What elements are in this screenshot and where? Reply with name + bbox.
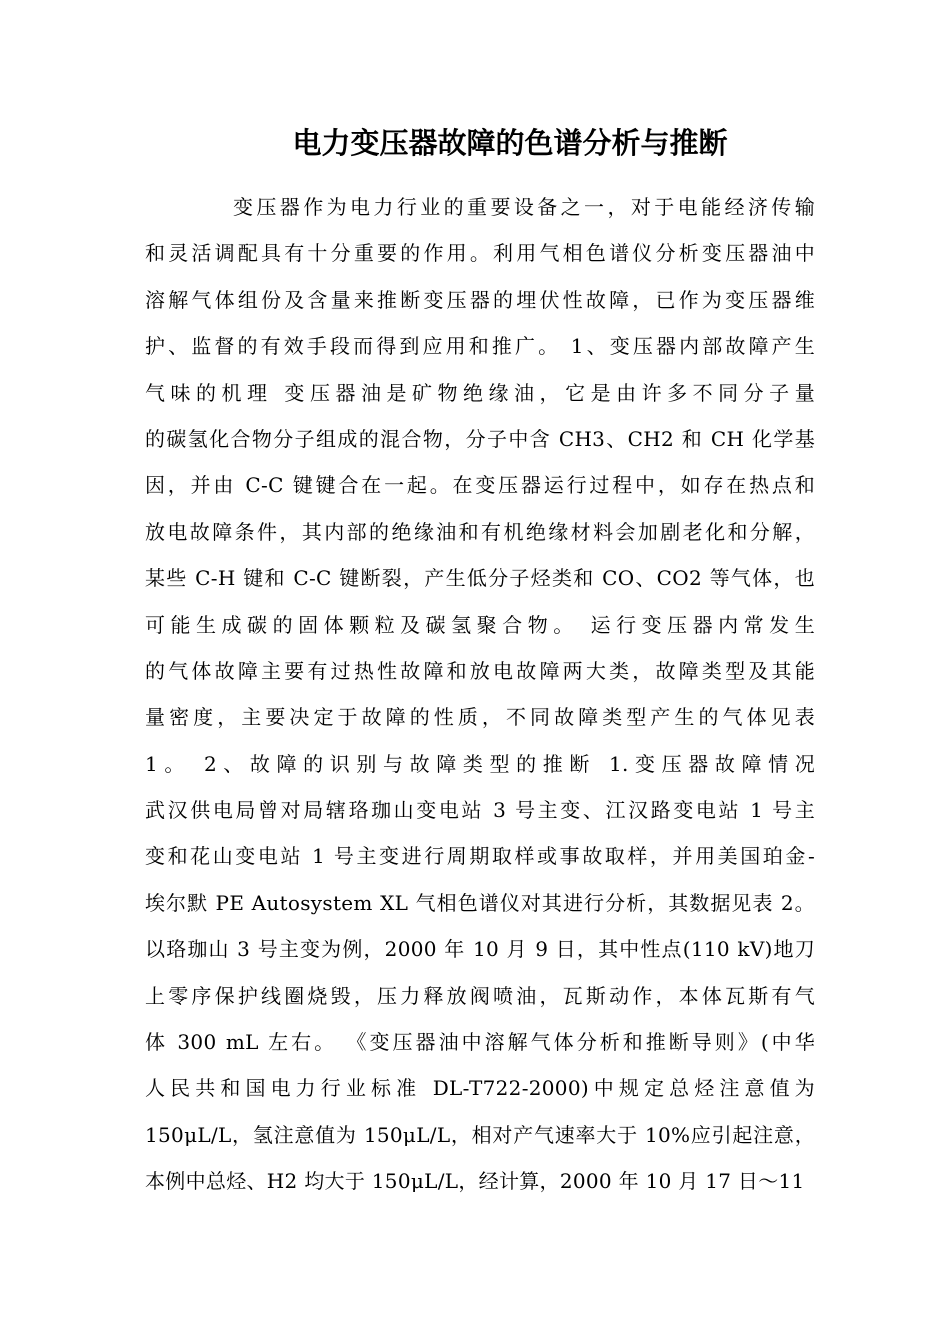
document-body [145,184,815,1205]
body-line-14: 武汉供电局曾对局辖珞珈山变电站 3 号主变、江汉路变电站 1 号主 [145,798,815,823]
body-line-8: 放电故障条件，其内部的绝缘油和有机绝缘材料会加剧老化和分解， [145,519,815,544]
body-line-3: 溶解气体组份及含量来推断变压器的埋伏性故障，已作为变压器维 [145,287,815,312]
document-title: 电力变压器故障的色谱分析与推断 [292,126,728,160]
body-line-1: 变压器作为电力行业的重要设备之一，对于电能经济传输 [233,195,815,219]
body-line-2: 和灵活调配具有十分重要的作用。利用气相色谱仪分析变压器油中 [145,241,815,266]
body-line-22: 本例中总烃、H2 均大于 150μL/L，经计算，2000 年 10 月 17 日～11 [145,1169,805,1194]
body-line-13: 1。 2、故障的识别与故障类型的推断 1.变压器故障情况 [145,751,815,776]
body-line-10: 可能生成碳的固体颗粒及碳氢聚合物。 运行变压器内常发生 [145,612,815,637]
body-line-18: 上零序保护线圈烧毁，压力释放阀喷油，瓦斯动作，本体瓦斯有气 [145,983,815,1008]
body-line-5: 气味的机理 变压器油是矿物绝缘油，它是由许多不同分子量 [145,380,815,405]
body-line-15: 变和花山变电站 1 号主变进行周期取样或事故取样，并用美国珀金- [145,844,815,869]
body-line-11: 的气体故障主要有过热性故障和放电故障两大类，故障类型及其能 [145,658,815,683]
body-line-20: 人民共和国电力行业标准 DL-T722-2000)中规定总烃注意值为 [145,1076,815,1101]
body-line-21: 150μL/L，氢注意值为 150μL/L，相对产气速率大于 10%应引起注意， [145,1122,815,1147]
body-line-9: 某些 C-H 键和 C-C 键断裂，产生低分子烃类和 CO、CO2 等气体，也 [145,566,815,591]
body-line-17: 以珞珈山 3 号主变为例，2000 年 10 月 9 日，其中性点(110 kV)地刀 [145,937,815,962]
body-line-4: 护、监督的有效手段而得到应用和推广。 1、变压器内部故障产生 [145,334,815,359]
body-line-12: 量密度，主要决定于故障的性质，不同故障类型产生的气体见表 [145,705,815,730]
body-line-7: 因，并由 C-C 键键合在一起。在变压器运行过程中，如存在热点和 [145,473,815,498]
body-line-19: 体 300 mL 左右。 《变压器油中溶解气体分析和推断导则》(中华 [145,1030,815,1055]
body-line-16: 埃尔默 PE Autosystem XL 气相色谱仪对其进行分析，其数据见表 2。 [145,890,815,915]
body-line-6: 的碳氢化合物分子组成的混合物，分子中含 CH3、CH2 和 CH 化学基 [145,426,815,451]
